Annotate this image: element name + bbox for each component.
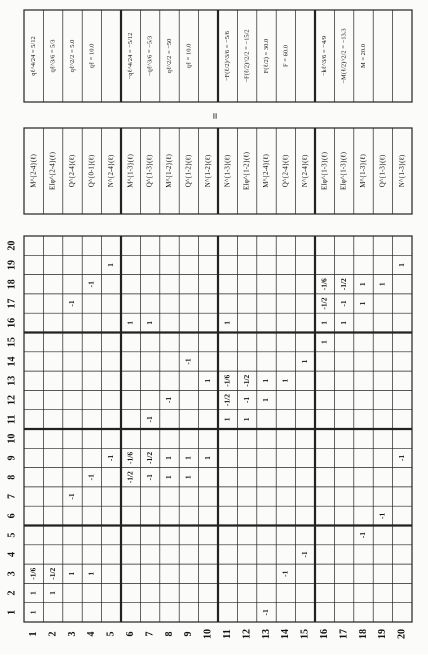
unknown-label: Q^{0-1}(ℓ) <box>87 154 96 188</box>
coefficient-cell: -1 <box>144 416 154 423</box>
coefficient-cell: -1 <box>280 570 290 577</box>
column-number: 18 <box>6 279 18 290</box>
unknown-label: M^{2-4}(ℓ) <box>29 154 38 188</box>
coefficient-cell: 1 <box>28 610 38 615</box>
coefficient-cell: -1 <box>377 512 387 519</box>
coefficient-cell: -1/6 <box>222 374 232 387</box>
rhs-value: F = 60.0 <box>282 45 290 67</box>
rhs-value: −M(ℓ/2)^2/2 = −13.3 <box>340 28 348 84</box>
column-number: 15 <box>6 337 18 348</box>
column-number: 11 <box>6 414 18 425</box>
rhs-value: qℓ^4/24 = 5/12 <box>30 36 38 76</box>
column-number: 12 <box>6 395 18 406</box>
unknown-label: N^{1-3}(ℓ) <box>397 154 406 188</box>
row-number: 20 <box>396 629 408 639</box>
column-number: 6 <box>6 513 18 519</box>
coefficient-cell: 1 <box>319 320 329 325</box>
coefficient-cell: 1 <box>47 591 57 595</box>
coefficient-cell: 1 <box>164 475 174 480</box>
unknown-label: M^{1-3}(ℓ) <box>126 154 135 188</box>
unknown-label: EIφ^{1-2}(ℓ) <box>242 152 251 190</box>
row-number: 16 <box>318 629 330 639</box>
coefficient-cell: 1 <box>125 320 135 325</box>
row-number: 6 <box>124 631 136 637</box>
coefficient-cell: 1 <box>280 378 290 383</box>
unknown-label: Q^{1-3}(ℓ) <box>145 154 154 188</box>
coefficient-cell: 1 <box>86 571 96 576</box>
rhs-value: −qℓ^3/6 = −5/3 <box>146 35 154 77</box>
coefficient-cell: -1 <box>183 358 193 365</box>
column-number: 17 <box>6 298 18 309</box>
coefficient-cell: 1 <box>358 301 368 306</box>
coefficient-cell: 1 <box>319 340 329 345</box>
row-number: 2 <box>47 631 59 637</box>
column-number: 20 <box>6 240 18 251</box>
rhs-value: qℓ = 10.0 <box>88 43 96 69</box>
rhs-value: qℓ^3/6 = 5/3 <box>49 39 57 73</box>
rhs-value: qℓ = 10.0 <box>185 43 193 69</box>
coefficient-cell: 1 <box>261 398 271 402</box>
coefficient-cell: -1/2 <box>241 374 251 387</box>
coefficient-cell: -1/2 <box>125 471 135 484</box>
coefficient-cell: -1 <box>86 281 96 288</box>
unknown-label: Q^{1-2}(ℓ) <box>184 154 193 188</box>
row-number: 5 <box>105 631 117 637</box>
coefficient-grid <box>24 236 412 622</box>
rhs-value: −F(ℓ/2)^2/2 = −15/2 <box>243 29 251 83</box>
unknown-label: EIφ^{1-3}(ℓ) <box>320 152 329 190</box>
coefficient-cell: -1/2 <box>47 567 57 580</box>
coefficient-cell: 1 <box>338 320 348 325</box>
coefficient-cell: 1 <box>183 475 193 480</box>
coefficient-cell: -1 <box>67 300 77 307</box>
coefficient-cell: -1/2 <box>144 451 154 464</box>
coefficient-cell: -1/2 <box>222 394 232 407</box>
unknown-label: N^{2-4}(ℓ) <box>106 154 115 188</box>
rhs-value: −kℓ^3/6 = −4/9 <box>321 35 329 77</box>
rhs-value: −F(ℓ/2)^3/6 = −5/6 <box>224 30 232 82</box>
column-number: 16 <box>6 317 18 328</box>
unknown-label: EIφ^{2-4}(ℓ) <box>48 152 57 190</box>
column-number: 14 <box>6 356 18 367</box>
coefficient-cell: 1 <box>222 320 232 325</box>
coefficient-cell: 1 <box>203 378 213 383</box>
rhs-value: qℓ^2/2 = 5.0 <box>68 39 76 73</box>
coefficient-cell: 1 <box>106 263 116 267</box>
column-number: 10 <box>6 433 18 444</box>
coefficient-cell: 1 <box>222 417 232 422</box>
unknown-label: EIφ^{1-3}(ℓ) <box>339 152 348 190</box>
unknown-label: M^{1-3}(ℓ) <box>359 154 368 188</box>
coefficient-cell: -1 <box>164 396 174 404</box>
rhs-value: M = 20.0 <box>359 43 367 69</box>
unknown-label: Q^{2-4}(ℓ) <box>68 154 77 188</box>
row-number: 8 <box>163 631 175 637</box>
coefficient-cell: 1 <box>377 282 387 287</box>
coefficient-cell: -1/6 <box>28 567 38 580</box>
row-number: 17 <box>338 629 350 639</box>
coefficient-cell: -1 <box>338 300 348 307</box>
row-number: 4 <box>86 631 98 637</box>
rhs-value: F(ℓ/2) = 30.0 <box>262 38 270 74</box>
coefficient-cell: 1 <box>261 378 271 383</box>
row-number: 11 <box>221 629 233 639</box>
column-number: 8 <box>6 474 18 480</box>
row-number: 12 <box>241 629 253 639</box>
coefficient-cell: -1/2 <box>338 278 348 291</box>
unknown-label: M^{1-2}(ℓ) <box>165 154 174 188</box>
unknown-label: Q^{2-4}(ℓ) <box>281 154 290 188</box>
row-number: 14 <box>280 629 292 639</box>
coefficient-cell: 1 <box>67 571 77 576</box>
column-number: 3 <box>6 571 18 577</box>
coefficient-cell: 1 <box>164 456 174 460</box>
equals-sign: = <box>207 112 222 120</box>
row-number: 3 <box>66 631 78 637</box>
column-number: 7 <box>6 494 18 500</box>
column-number: 5 <box>6 532 18 538</box>
coefficient-cell: -1 <box>261 609 271 616</box>
column-number: 13 <box>6 375 18 386</box>
row-number: 18 <box>357 629 369 639</box>
row-number: 13 <box>260 629 272 639</box>
coefficient-cell: -1 <box>300 551 310 558</box>
unknown-label: N^{2-4}(ℓ) <box>300 154 309 188</box>
unknown-label: N^{1-2}(ℓ) <box>203 154 212 188</box>
row-number: 9 <box>183 631 195 637</box>
rhs-value: qℓ^2/2 = −50 <box>165 38 173 74</box>
row-number: 7 <box>144 631 156 637</box>
coefficient-cell: 1 <box>183 456 193 460</box>
row-number: 10 <box>202 629 214 639</box>
coefficient-cell: -1 <box>241 396 251 404</box>
coefficient-cell: 1 <box>241 417 251 422</box>
column-number: 4 <box>6 551 18 557</box>
coefficient-cell: -1 <box>67 493 77 500</box>
column-number: 9 <box>6 455 18 461</box>
coefficient-cell: -1/2 <box>319 297 329 310</box>
row-number: 1 <box>27 631 39 637</box>
coefficient-cell: 1 <box>358 282 368 287</box>
coefficient-cell: 1 <box>203 456 213 460</box>
column-number: 1 <box>6 609 18 615</box>
coefficient-cell: -1 <box>86 474 96 481</box>
coefficient-cell: 1 <box>144 320 154 325</box>
coefficient-cell: 1 <box>28 591 38 595</box>
row-number: 19 <box>377 629 389 639</box>
coefficient-cell: -1 <box>358 532 368 539</box>
coefficient-cell: -1/6 <box>125 451 135 464</box>
row-number: 15 <box>299 629 311 639</box>
column-number: 19 <box>6 259 18 270</box>
unknown-label: N^{1-3}(ℓ) <box>223 154 232 188</box>
unknown-label: M^{2-4}(ℓ) <box>262 154 271 188</box>
unknown-label: Q^{1-3}(ℓ) <box>378 154 387 188</box>
coefficient-cell: -1 <box>397 454 407 462</box>
coefficient-cell: -1 <box>106 454 116 462</box>
rhs-value: −qℓ^4/24 = −5/12 <box>127 32 135 80</box>
coefficient-cell: -1 <box>144 474 154 481</box>
coefficient-cell: 1 <box>300 359 310 364</box>
coefficient-cell: 1 <box>397 263 407 267</box>
coefficient-cell: -1/6 <box>319 278 329 291</box>
column-number: 2 <box>6 590 18 596</box>
